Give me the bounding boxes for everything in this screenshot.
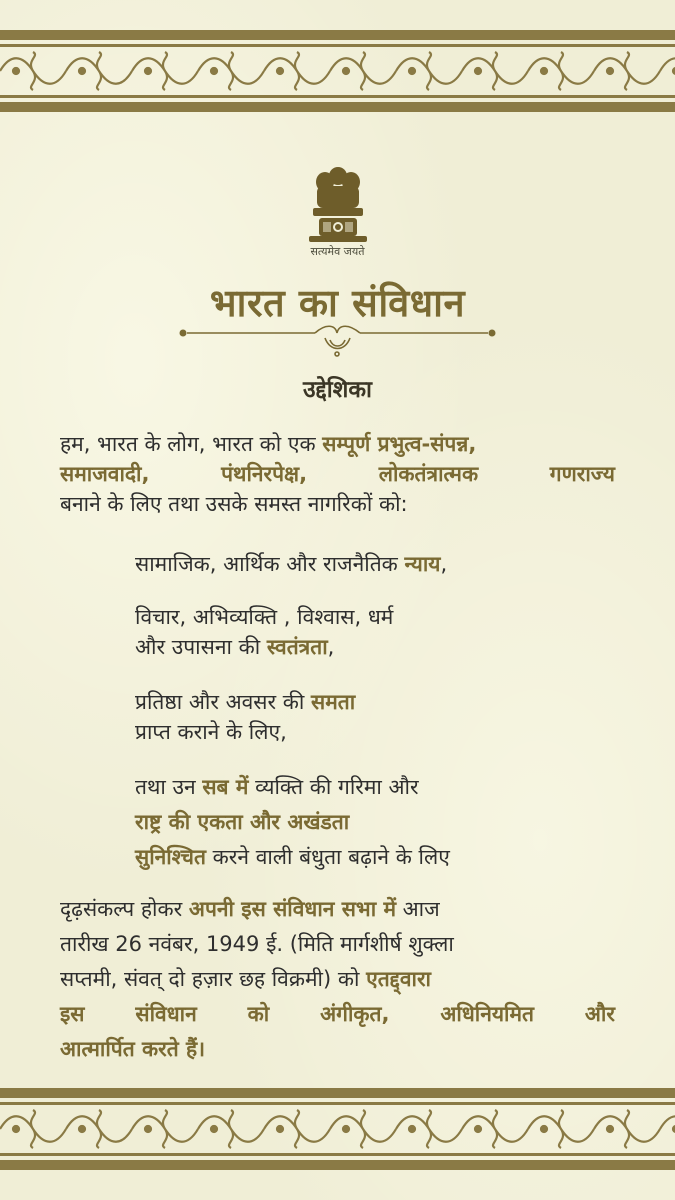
border-dot xyxy=(145,1126,151,1132)
border-motif xyxy=(198,1110,264,1148)
border-motif xyxy=(198,52,264,90)
border-motif xyxy=(462,1110,528,1148)
border-dot xyxy=(79,68,85,74)
fraternity-clause-line-3: सुनिश्चित करने वाली बंधुता बढ़ाने के लिए xyxy=(135,845,450,869)
national-emblem-icon xyxy=(303,162,373,246)
liberty-clause-line-1: विचार, अभिव्यक्ति , विश्वास, धर्म xyxy=(135,605,394,629)
border-dot xyxy=(409,68,415,74)
border-motif xyxy=(396,1110,462,1148)
border-dot xyxy=(607,68,613,74)
resolve-line-1: दृढ़संकल्प होकर अपनी इस संविधान सभा में आज xyxy=(60,897,440,921)
border-motif xyxy=(462,52,528,90)
border-dot xyxy=(541,68,547,74)
border-dot xyxy=(211,1126,217,1132)
border-dot xyxy=(13,68,19,74)
sovereign-highlight: सम्पूर्ण प्रभुत्व-संपन्न, xyxy=(322,432,477,456)
border-dot xyxy=(343,68,349,74)
resolve-line-3: सप्तमी, संवत् दो हज़ार छह विक्रमी) को एतद्द्वारा xyxy=(60,967,431,991)
border-dot xyxy=(541,1126,547,1132)
bottom-ornamental-border xyxy=(0,1088,675,1170)
border-motif xyxy=(594,52,660,90)
top-ornamental-border xyxy=(0,30,675,112)
border-dot xyxy=(79,1126,85,1132)
border-dot xyxy=(475,68,481,74)
border-motif xyxy=(396,52,462,90)
border-motif xyxy=(528,52,594,90)
intro-line-1: हम, भारत के लोग, भारत को एक सम्पूर्ण प्रभुत्व-संपन्न, xyxy=(60,432,477,456)
border-dot xyxy=(145,68,151,74)
border-dot xyxy=(277,1126,283,1132)
flourish-divider-icon xyxy=(175,322,500,362)
fraternity-clause-line-2: राष्ट्र की एकता और अखंडता xyxy=(135,810,350,834)
border-dot xyxy=(409,1126,415,1132)
border-dot xyxy=(475,1126,481,1132)
border-motif xyxy=(66,52,132,90)
equality-clause-line-2: प्राप्त कराने के लिए, xyxy=(135,720,287,744)
border-motif xyxy=(0,52,66,90)
liberty-clause-line-2: और उपासना की स्वतंत्रता, xyxy=(135,635,335,659)
justice-clause: सामाजिक, आर्थिक और राजनैतिक न्याय, xyxy=(135,552,448,576)
border-motif xyxy=(132,1110,198,1148)
intro-line-3: बनाने के लिए तथा उसके समस्त नागरिकों को: xyxy=(60,492,408,516)
border-motif xyxy=(0,1110,66,1148)
border-dot xyxy=(607,1126,613,1132)
section-heading: उद्देशिका xyxy=(303,377,372,403)
border-motif xyxy=(132,52,198,90)
emblem-motto: सत्यमेव जयते xyxy=(310,245,365,258)
border-dot xyxy=(343,1126,349,1132)
border-dot xyxy=(211,68,217,74)
border-motif xyxy=(330,1110,396,1148)
fraternity-clause-line-1: तथा उन सब में व्यक्ति की गरिमा और xyxy=(135,775,419,799)
page-title: भारत का संविधान xyxy=(209,281,466,325)
border-motif xyxy=(66,1110,132,1148)
border-motif xyxy=(330,52,396,90)
resolve-line-4: इस संविधान को अंगीकृत, अधिनियमित और xyxy=(60,1002,615,1026)
resolve-line-2: तारीख 26 नवंबर, 1949 ई. (मिति मार्गशीर्ष शुक्ला xyxy=(60,932,454,956)
resolve-line-5: आत्मार्पित करते हैं। xyxy=(60,1037,206,1061)
border-dot xyxy=(13,1126,19,1132)
border-motif xyxy=(264,1110,330,1148)
border-motif xyxy=(528,1110,594,1148)
equality-clause-line-1: प्रतिष्ठा और अवसर की समता xyxy=(135,690,356,714)
border-motif xyxy=(594,1110,660,1148)
intro-line-2: समाजवादी, पंथनिरपेक्ष, लोकतंत्रात्मक गणराज्य xyxy=(60,462,615,486)
border-dot xyxy=(277,68,283,74)
border-motif xyxy=(264,52,330,90)
